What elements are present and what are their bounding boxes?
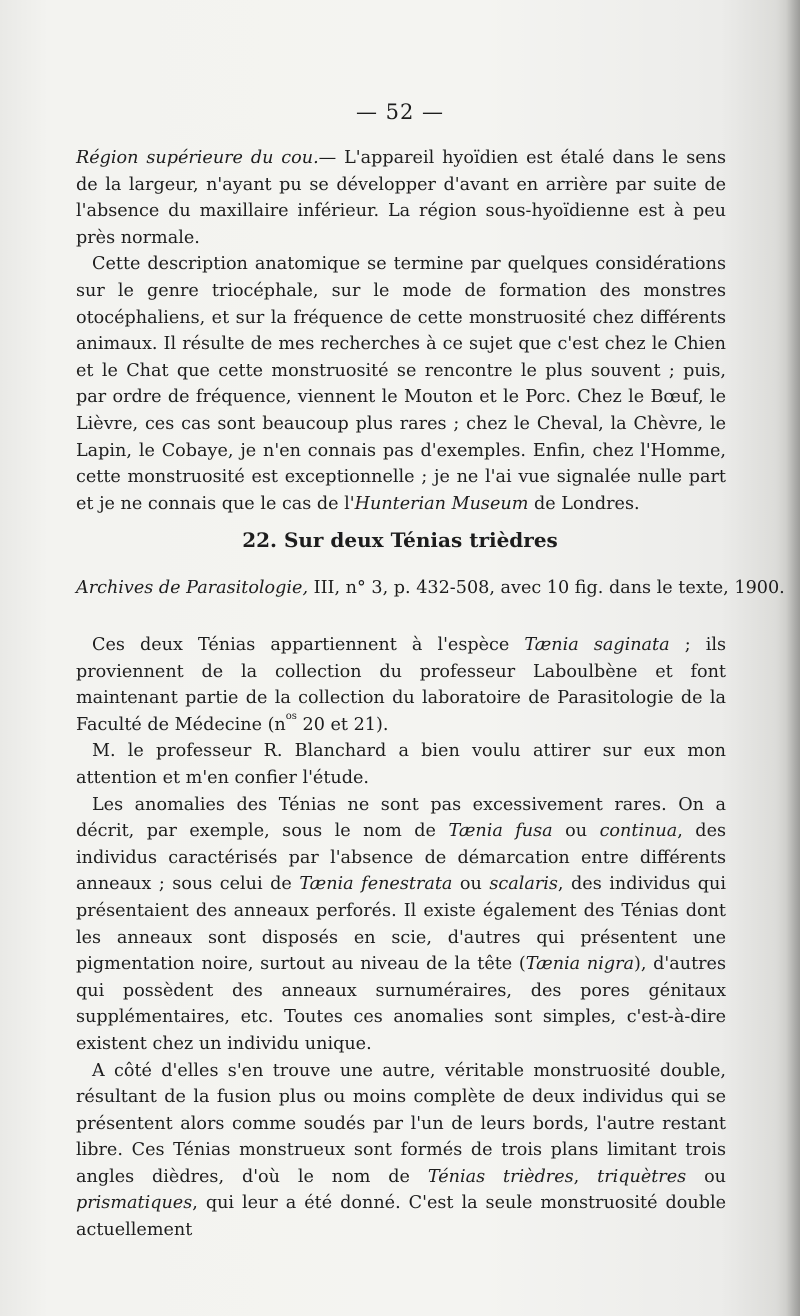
p4-italic-f: prismatiques <box>76 1193 193 1214</box>
p3-italic-b: Tænia fusa <box>448 821 553 842</box>
p3-italic-f: Tænia fenestrata <box>299 874 453 895</box>
p4-text-c: , <box>573 1166 598 1187</box>
p4-italic-b: Ténias trièdres <box>427 1166 574 1187</box>
p1-text-a: Ces deux Ténias appartiennent à l'espèce <box>92 635 525 655</box>
text-block-top <box>76 145 726 517</box>
p3-italic-d: continua <box>599 821 678 842</box>
intro-paragraph <box>76 145 726 251</box>
p4-text-a: A côté d'elles s'en trouve une autre, véritable monstruosité double, résultant de la fusion plus ou moins complète de deux individus qui se présentent alors comme soudés par l'un de leurs bords, l'autre restant libre. Ces Ténias monstrueux sont formés de trois plans limitant trois angles dièdres, d'où le nom de <box>76 1060 726 1187</box>
p3-text-a: Les anomalies des Ténias ne sont pas excessivement rares. On a décrit, par exemple, sous le nom de <box>76 794 726 842</box>
conclusion-italic: Hunterian Museum <box>354 493 529 514</box>
p3-text-k: ), d'autres qui possèdent des anneaux surnuméraires, des pores génitaux supplémentaires, etc. Toutes ces anomalies sont simples, c'est-à-dire existent chez un individu unique. <box>76 954 726 1054</box>
p3-text-i: , des individus qui présentaient des anneaux perforés. Il existe également des Ténias dont les anneaux sont disposés en scie, d'autres qui présentent une pigmentation noire, surtout au niveau de la tête ( <box>76 874 727 975</box>
p3-italic-h: scalaris <box>489 874 558 895</box>
paragraph-3 <box>76 792 726 1058</box>
p4-text-g: , qui leur a été donné. C'est la seule monstruosité double actuellement <box>76 1193 726 1241</box>
intro-italic-lead: Région supérieure du cou. <box>76 148 319 168</box>
p1-text-c: ; ils proviennent de la collection du professeur Laboulbène et font maintenant partie de la collection du laboratoire de Parasitologie de la Faculté de Médecine (n <box>76 635 726 735</box>
p3-text-g: ou <box>452 874 490 895</box>
p1-text-d: 20 et 21). <box>296 714 389 735</box>
conclusion-text-a: Cette description anatomique se termine par quelques considérations sur le genre triocéphale, sur le mode de formation des monstres otocéphaliens, et sur la fréquence de cette monstruosité chez différents animaux. Il résulte de mes recherches à ce sujet que c'est chez le Chien et le Chat que cette monstruosité se rencontre le plus souvent ; puis, par ordre de fréquence, viennent le Mouton et le Porc. Chez le Bœuf, le Lièvre, ces cas sont beaucoup plus rares ; chez le Cheval, la Chèvre, le Lapin, le Cobaye, je n'en connais pas d'exemples. Enfin, chez l'Homme, cette monstruosité est exceptionnelle ; je ne l'ai vue signalée nulle part et je ne connais que le cas de l' <box>76 254 726 514</box>
p3-italic-j: Tænia nigra <box>525 954 634 975</box>
p3-text-e: , des individus caractérisés par l'absence de démarcation entre différents anneaux ; sous celui de <box>76 821 727 895</box>
paragraph-4 <box>76 1058 726 1244</box>
conclusion-text-b: de Londres. <box>528 493 640 514</box>
reference-details: III, n° 3, p. 432-508, avec 10 fig. dans le texte, 1900. <box>308 578 785 598</box>
p1-superscript: os <box>285 710 297 722</box>
page-number: — 52 — <box>355 100 445 124</box>
paragraph-2: M. le professeur R. Blanchard a bien voulu attirer sur eux mon attention et m'en confier l'étude. <box>76 741 726 788</box>
p4-italic-d: triquètres <box>597 1166 687 1187</box>
p1-italic-b: Tænia saginata <box>524 635 670 655</box>
page-binding-shadow <box>786 0 800 1316</box>
section-reference <box>76 578 785 598</box>
conclusion-paragraph <box>76 251 726 517</box>
paragraph-1 <box>76 632 726 738</box>
p3-text-c: ou <box>552 821 600 842</box>
reference-journal: Archives de Parasitologie, <box>76 578 309 598</box>
p4-text-e: ou <box>686 1166 726 1187</box>
text-block-bottom <box>76 632 726 1244</box>
section-heading: 22. Sur deux Ténias trièdres <box>242 528 558 552</box>
intro-text: — L'appareil hyoïdien est étalé dans le sens de la largeur, n'ayant pu se développer d'avant en arrière par suite de l'absence du maxillaire inférieur. La région sous-hyoïdienne est à peu près normale. <box>76 148 726 248</box>
